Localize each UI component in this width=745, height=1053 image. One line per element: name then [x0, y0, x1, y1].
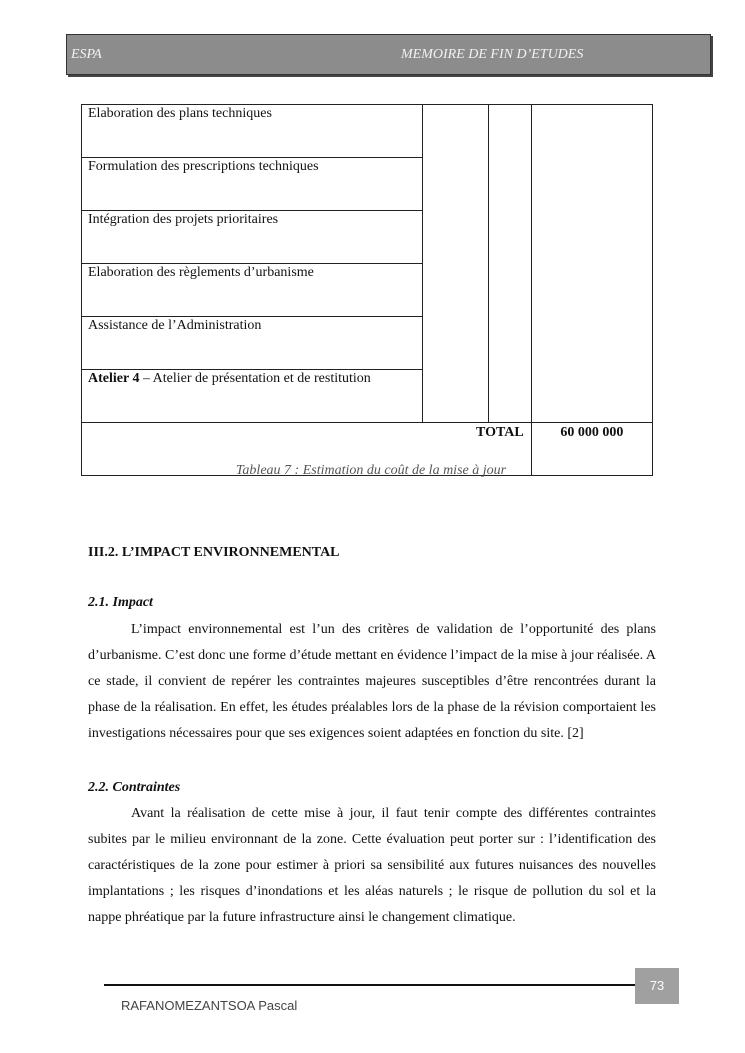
task-cell: Intégration des projets prioritaires [82, 211, 423, 264]
header-school: ESPA [71, 47, 102, 62]
task-cell: Elaboration des règlements d’urbanisme [82, 264, 423, 317]
task-cell: Elaboration des plans techniques [82, 105, 423, 158]
footer-author: RAFANOMEZANTSOA Pascal [121, 998, 298, 1013]
empty-cell [422, 105, 488, 423]
task-cell: Assistance de l’Administration [82, 317, 423, 370]
paragraph-impact: L’impact environnemental est l’un des critères de validation de l’opportunité des plans d’urbanisme. C’est donc une forme d’étude mettant en évidence l’impact de la mise à jour réalisée. A ce stade, il convient de repérer les contraintes majeures susceptibles d’être rencontrées durant la phase de la réalisation. En effet, les études préalables lors de la phase de la révision comportaient les investigations nécessaires pour que ses exigences soient adaptées en fonction du site. [2] [88, 622, 656, 741]
paragraph-contraintes: Avant la réalisation de cette mise à jour, il faut tenir compte des différentes contraintes subites par le milieu environnant de la zone. Cette évaluation peut porter sur : l’identification des caractéristiques de la zone pour estimer à priori sa sensibilité aux futures nuisances des nouvelles implantations ; les risques d’inondations et les aléas naturels ; le risque de pollution du sol et la nappe phréatique par la future infrastructure ainsi le changement climatique. [88, 806, 656, 925]
subsection-title-impact: 2.1. Impact [88, 595, 153, 610]
page-header [66, 34, 711, 75]
task-cell [82, 370, 423, 423]
header-document-title: MEMOIRE DE FIN D’ETUDES [401, 47, 584, 62]
page-number: 73 [635, 968, 679, 1004]
cost-table [81, 104, 653, 476]
atelier-description: – Atelier de présentation et de restitution [139, 371, 371, 386]
subsection-title-contraintes: 2.2. Contraintes [88, 780, 181, 795]
total-value: 60 000 000 [531, 423, 652, 476]
empty-cell [488, 105, 531, 423]
total-label: TOTAL [82, 423, 532, 476]
footer-divider [104, 984, 638, 986]
table-row [82, 105, 653, 158]
section-title: III.2. L’IMPACT ENVIRONNEMENTAL [88, 545, 340, 560]
task-cell: Formulation des prescriptions techniques [82, 158, 423, 211]
empty-cell [531, 105, 652, 423]
atelier-label: Atelier 4 [88, 371, 140, 386]
table-caption: Tableau 7 : Estimation du coût de la mise à jour [235, 463, 507, 478]
